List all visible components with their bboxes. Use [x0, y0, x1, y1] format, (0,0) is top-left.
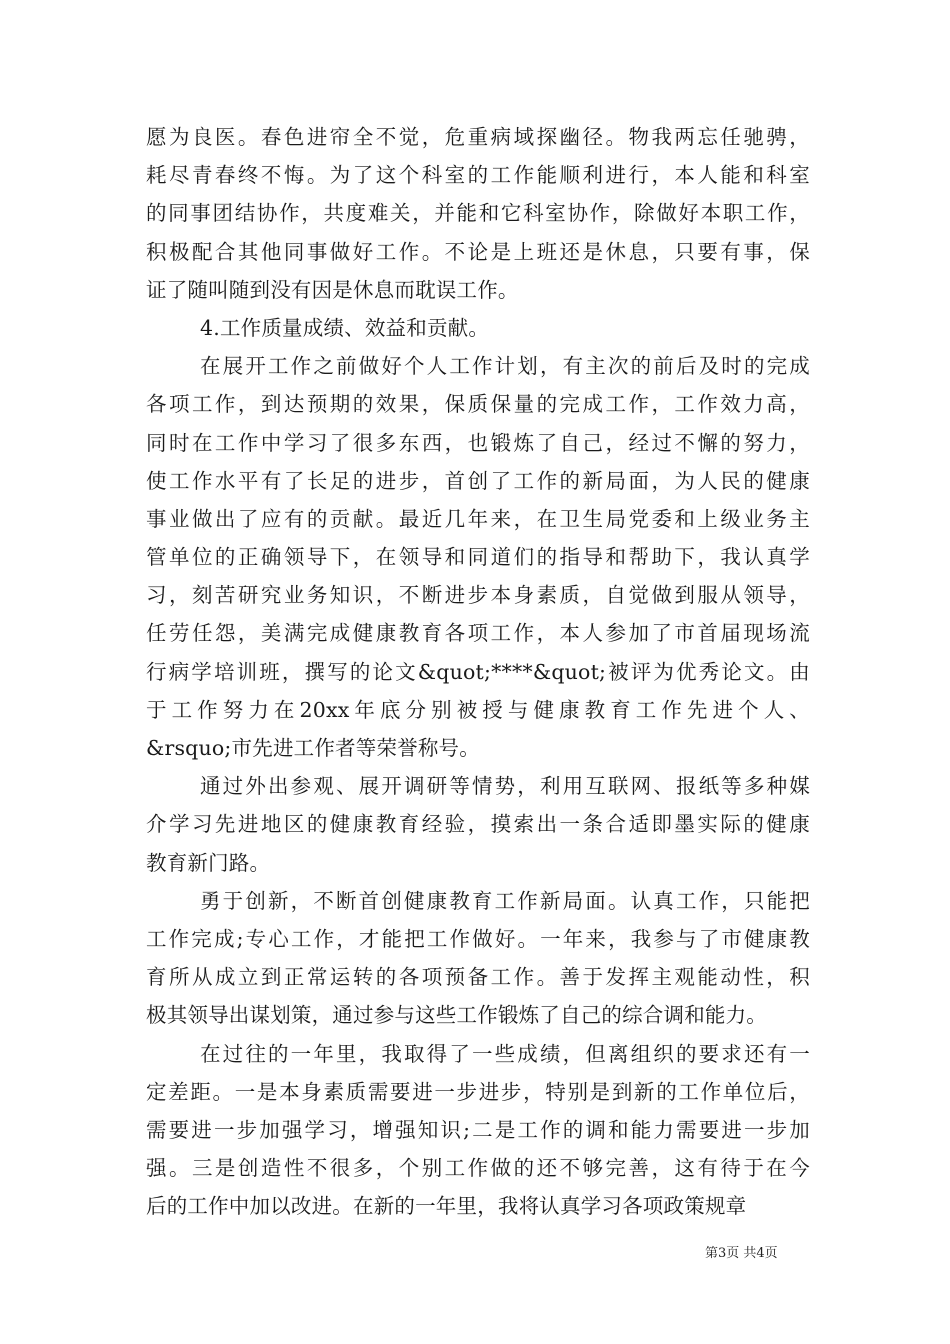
text-line: 需要进一步加强学习，增强知识;二是工作的调和能力需要进一步加 [146, 1117, 810, 1142]
text-line: 的同事团结协作，共度难关，并能和它科室协作，除做好本职工作， [146, 201, 810, 226]
text-line: 各项工作，到达预期的效果，保质保量的完成工作，工作效力高， [146, 392, 810, 417]
text-line: 介学习先进地区的健康教育经验，摸索出一条合适即墨实际的健康 [146, 812, 810, 837]
text-line: 极其领导出谋划策，通过参与这些工作锻炼了自己的综合调和能力。 [146, 1003, 767, 1028]
text-line: 于工作努力在20xx年底分别被授与健康教育工作先进个人、 [146, 697, 810, 722]
text-line: 勇于创新，不断首创健康教育工作新局面。认真工作，只能把 [200, 888, 810, 913]
text-line: 在过往的一年里，我取得了一些成绩，但离组织的要求还有一 [200, 1041, 810, 1066]
text-line: 积极配合其他同事做好工作。不论是上班还是休息，只要有事，保 [146, 239, 810, 264]
text-line: 行病学培训班，撰写的论文&quot;****&quot;被评为优秀论文。由 [146, 659, 810, 684]
text-line: 管单位的正确领导下，在领导和同道们的指导和帮助下，我认真学 [146, 545, 810, 570]
text-line: 使工作水平有了长足的进步，首创了工作的新局面，为人民的健康 [146, 468, 810, 493]
text-line: 强。三是创造性不很多，个别工作做的还不够完善，这有待于在今 [146, 1156, 810, 1181]
text-line: 育所从成立到正常运转的各项预备工作。善于发挥主观能动性，积 [146, 965, 810, 990]
page-number: 第3页 共4页 [705, 1246, 778, 1261]
text-line: 愿为良医。春色进帘全不觉，危重病域探幽径。物我两忘任驰骋， [146, 125, 810, 149]
text-line: 定差距。一是本身素质需要进一步进步，特别是到新的工作单位后， [146, 1079, 810, 1104]
text-line: 通过外出参观、展开调研等情势，利用互联网、报纸等多种媒 [200, 774, 810, 799]
text-line: 4.工作质量成绩、效益和贡献。 [200, 315, 490, 340]
text-line: 任劳任怨，美满完成健康教育各项工作，本人参加了市首届现场流 [146, 621, 810, 646]
document-body [146, 118, 810, 1225]
text-line: 证了随叫随到没有因是休息而耽误工作。 [146, 277, 519, 302]
text-line: 同时在工作中学习了很多东西，也锻炼了自己，经过不懈的努力， [146, 430, 810, 455]
text-line: 教育新门路。 [146, 850, 271, 875]
text-line: 工作完成;专心工作，才能把工作做好。一年来，我参与了市健康教 [146, 926, 810, 951]
text-line: &rsquo;市先进工作者等荣誉称号。 [146, 736, 480, 760]
text-line: 事业做出了应有的贡献。最近几年来，在卫生局党委和上级业务主 [146, 506, 810, 531]
text-line: 后的工作中加以改进。在新的一年里，我将认真学习各项政策规章 [146, 1194, 747, 1219]
text-line: 习，刻苦研究业务知识，不断进步本身素质，自觉做到服从领导， [146, 583, 810, 608]
text-line: 在展开工作之前做好个人工作计划，有主次的前后及时的完成 [200, 354, 810, 379]
text-line: 耗尽青春终不悔。为了这个科室的工作能顺利进行，本人能和科室 [146, 163, 810, 188]
